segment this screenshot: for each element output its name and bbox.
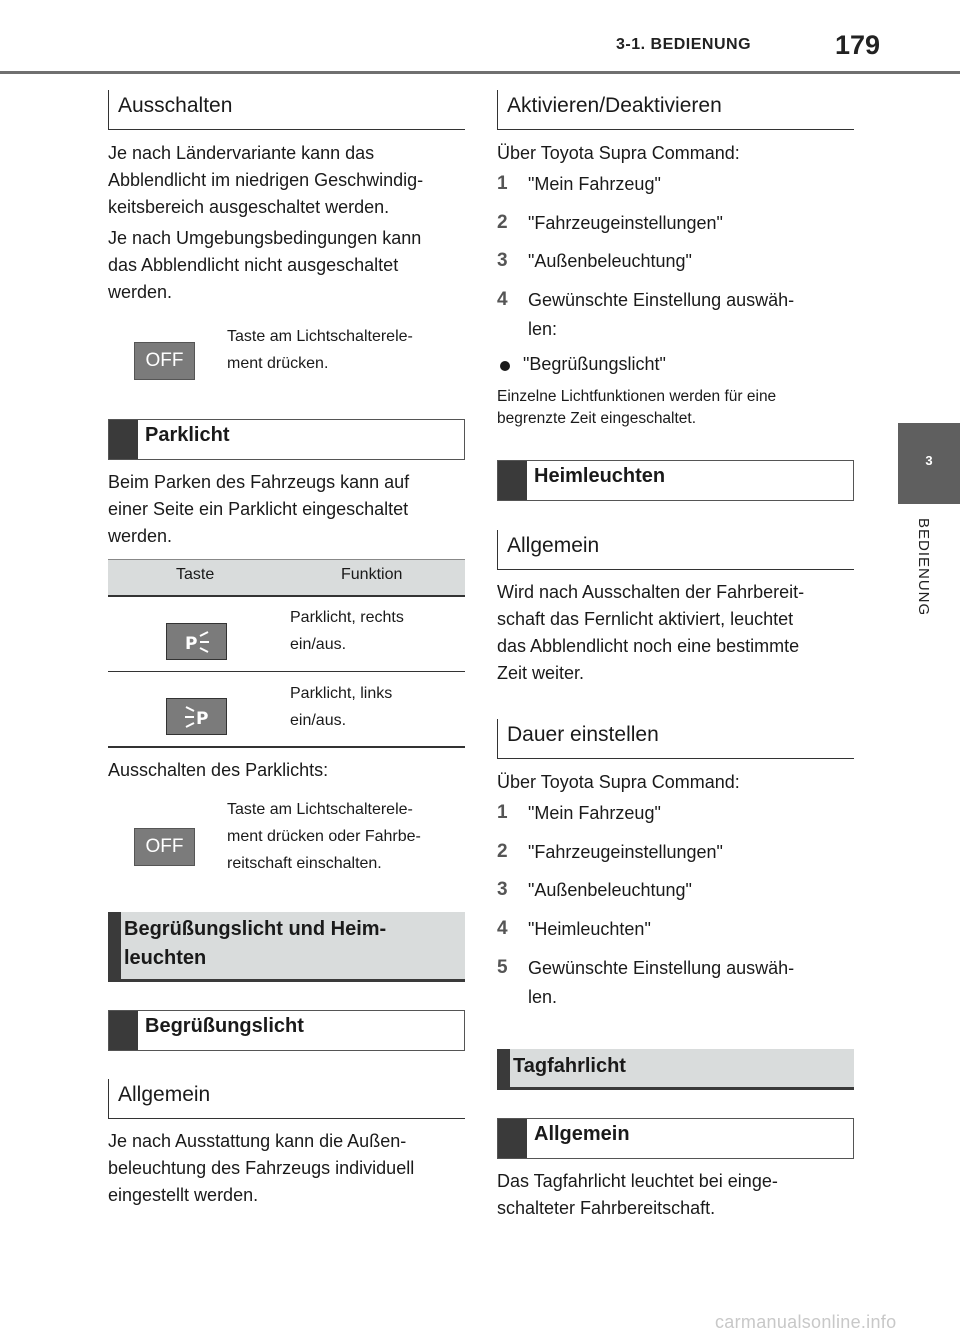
step-item: [497, 918, 651, 940]
step-number: 3: [497, 879, 508, 900]
step-text: "Fahrzeugeinstellungen": [528, 213, 723, 233]
cell-line: Parklicht, rechts: [290, 609, 404, 626]
table-rule: [108, 595, 465, 597]
text-line: Abblendlicht im niedrigen Geschwindig-: [108, 170, 424, 190]
text-line: werden.: [108, 526, 173, 546]
heading-text: Heimleuchten: [534, 465, 666, 487]
text-line: Je nach Umgebungsbedingungen kann: [108, 228, 422, 248]
step-number: 2: [497, 212, 508, 233]
header-rule: [0, 71, 960, 74]
parklicht-off-label: [108, 757, 468, 784]
step-item: [497, 212, 723, 234]
text-line: Das Tagfahrlicht leuchtet bei einge-: [497, 1171, 778, 1191]
step-number: 2: [497, 841, 508, 862]
note-line: Einzelne Lichtfunktionen werden für eine: [497, 388, 777, 405]
heading-begruessung-heim: [108, 912, 465, 982]
step-item: [497, 289, 795, 339]
heading-allgemein-tagfahrlicht: [497, 1118, 854, 1159]
step-item: [497, 841, 723, 863]
cell-line: ein/aus.: [290, 636, 347, 653]
cell-line: Parklicht, links: [290, 685, 393, 702]
text-line: schalteter Fahrbereitschaft.: [497, 1198, 716, 1218]
caption-line: ment drücken.: [227, 355, 329, 372]
table-top-rule: [108, 559, 465, 560]
text-line: eingestellt werden.: [108, 1185, 259, 1205]
caption-ausschalten: [227, 323, 457, 377]
cell-line: ein/aus.: [290, 712, 347, 729]
chapter-tab-label: BEDIENUNG: [915, 518, 932, 617]
svg-text:P: P: [184, 633, 197, 654]
off-button-icon: OFF: [134, 342, 195, 380]
text-line: Wird nach Ausschalten der Fahrbereit-: [497, 582, 805, 602]
caption-line: ment drücken oder Fahrbe-: [227, 828, 421, 845]
paragraph-tagfahrlicht: [497, 1168, 857, 1222]
text-line: beleuchtung des Fahrzeugs individuell: [108, 1158, 415, 1178]
heading-marker: [108, 912, 121, 979]
text-line: einer Seite ein Parklicht eingeschaltet: [108, 499, 409, 519]
step-item: [497, 957, 795, 1007]
page-number: 179: [835, 30, 881, 60]
text-line: Je nach Ausstattung kann die Außen-: [108, 1131, 407, 1151]
table-header-taste: Taste: [176, 566, 215, 583]
step-text: Gewünschte Einstellung auswäh-: [528, 958, 795, 978]
heading-marker: [498, 461, 527, 500]
note-aktivieren: [497, 386, 857, 430]
text-line: keitsbereich ausgeschaltet werden.: [108, 197, 390, 217]
table-bottom-rule: [108, 746, 465, 748]
paragraph-allgemein-right: [497, 579, 857, 687]
heading-marker: [109, 1011, 138, 1050]
step-number: 5: [497, 957, 508, 978]
heading-line: leuchten: [124, 947, 207, 969]
paragraph-allgemein-left: [108, 1128, 468, 1209]
parking-light-right-icon: [166, 623, 227, 660]
section-title: 3-1. BEDIENUNG: [616, 36, 752, 53]
text-line: Ausschalten des Parklichts:: [108, 760, 329, 780]
step-text: "Heimleuchten": [528, 919, 651, 939]
heading-begruessungslicht: [108, 1010, 465, 1051]
table-row-text: [290, 680, 465, 734]
watermark[interactable]: carmanualsonline.info: [715, 1312, 897, 1332]
table-header-funktion: Funktion: [341, 566, 403, 583]
text-line: schaft das Fernlicht aktiviert, leuchtet: [497, 609, 794, 629]
caption-line: reitschaft einschalten.: [227, 855, 382, 872]
heading-dauer: Dauer einstellen: [497, 719, 854, 759]
caption-line: Taste am Lichtschalterele-: [227, 328, 413, 345]
step-number: 1: [497, 802, 508, 823]
heading-marker: [497, 1049, 510, 1087]
text-line: Je nach Ländervariante kann das: [108, 143, 375, 163]
parking-light-left-icon: [166, 698, 227, 735]
table-header: [108, 560, 465, 596]
step-text: "Fahrzeugeinstellungen": [528, 842, 723, 862]
intro-dauer: [497, 769, 740, 796]
step-text: "Außenbeleuchtung": [528, 251, 692, 271]
heading-heimleuchten: [497, 460, 854, 501]
text-line: Beim Parken des Fahrzeugs kann auf: [108, 472, 410, 492]
heading-text: Parklicht: [145, 424, 230, 446]
heading-ausschalten: Ausschalten: [108, 90, 465, 130]
heading-text: Begrüßungslicht: [145, 1015, 304, 1037]
step-item: [497, 879, 692, 901]
caption-line: Taste am Lichtschalterele-: [227, 801, 413, 818]
bullet-text: "Begrüßungslicht": [523, 354, 666, 374]
paragraph-ausschalten-2: [108, 225, 468, 306]
step-number: 4: [497, 289, 508, 310]
step-text: "Außenbeleuchtung": [528, 880, 692, 900]
step-number: 3: [497, 250, 508, 271]
heading-tagfahrlicht: [497, 1049, 854, 1090]
bullet-icon: [500, 361, 510, 371]
step-item: [497, 250, 692, 272]
paragraph-parklicht: [108, 469, 468, 550]
step-number: 1: [497, 173, 508, 194]
off-button-icon: OFF: [134, 828, 195, 866]
intro-aktivieren: [497, 140, 740, 167]
text-line: werden.: [108, 282, 173, 302]
paragraph-ausschalten-1: [108, 140, 468, 221]
heading-marker: [498, 1119, 527, 1158]
step-text: "Mein Fahrzeug": [528, 174, 661, 194]
heading-parklicht: [108, 419, 465, 460]
text-line: das Abblendlicht noch eine bestimmte: [497, 636, 800, 656]
step-text: "Mein Fahrzeug": [528, 803, 661, 823]
heading-line: Begrüßungslicht und Heim-: [124, 918, 387, 940]
text-line: Über Toyota Supra Command:: [497, 772, 740, 792]
heading-aktivieren: Aktivieren/Deaktivieren: [497, 90, 854, 130]
heading-allgemein-left: Allgemein: [108, 1079, 465, 1119]
heading-allgemein-right: Allgemein: [497, 530, 854, 570]
chapter-tab-number: 3: [925, 453, 933, 468]
heading-text: Allgemein: [534, 1123, 630, 1145]
text-line: Über Toyota Supra Command:: [497, 143, 740, 163]
step-item: [497, 802, 661, 824]
text-line: Zeit weiter.: [497, 663, 585, 683]
step-text: len.: [528, 987, 558, 1007]
step-text: Gewünschte Einstellung auswäh-: [528, 290, 795, 310]
heading-text: Tagfahrlicht: [513, 1055, 626, 1077]
text-line: das Abblendlicht nicht ausgeschaltet: [108, 255, 399, 275]
table-rule: [108, 671, 465, 672]
svg-text:P: P: [195, 708, 208, 729]
heading-marker: [109, 420, 138, 459]
step-item: [497, 173, 661, 195]
step-text: len:: [528, 319, 558, 339]
step-number: 4: [497, 918, 508, 939]
table-row-text: [290, 604, 465, 658]
caption-parklicht-off: [227, 796, 457, 877]
note-line: begrenzte Zeit eingeschaltet.: [497, 410, 697, 427]
